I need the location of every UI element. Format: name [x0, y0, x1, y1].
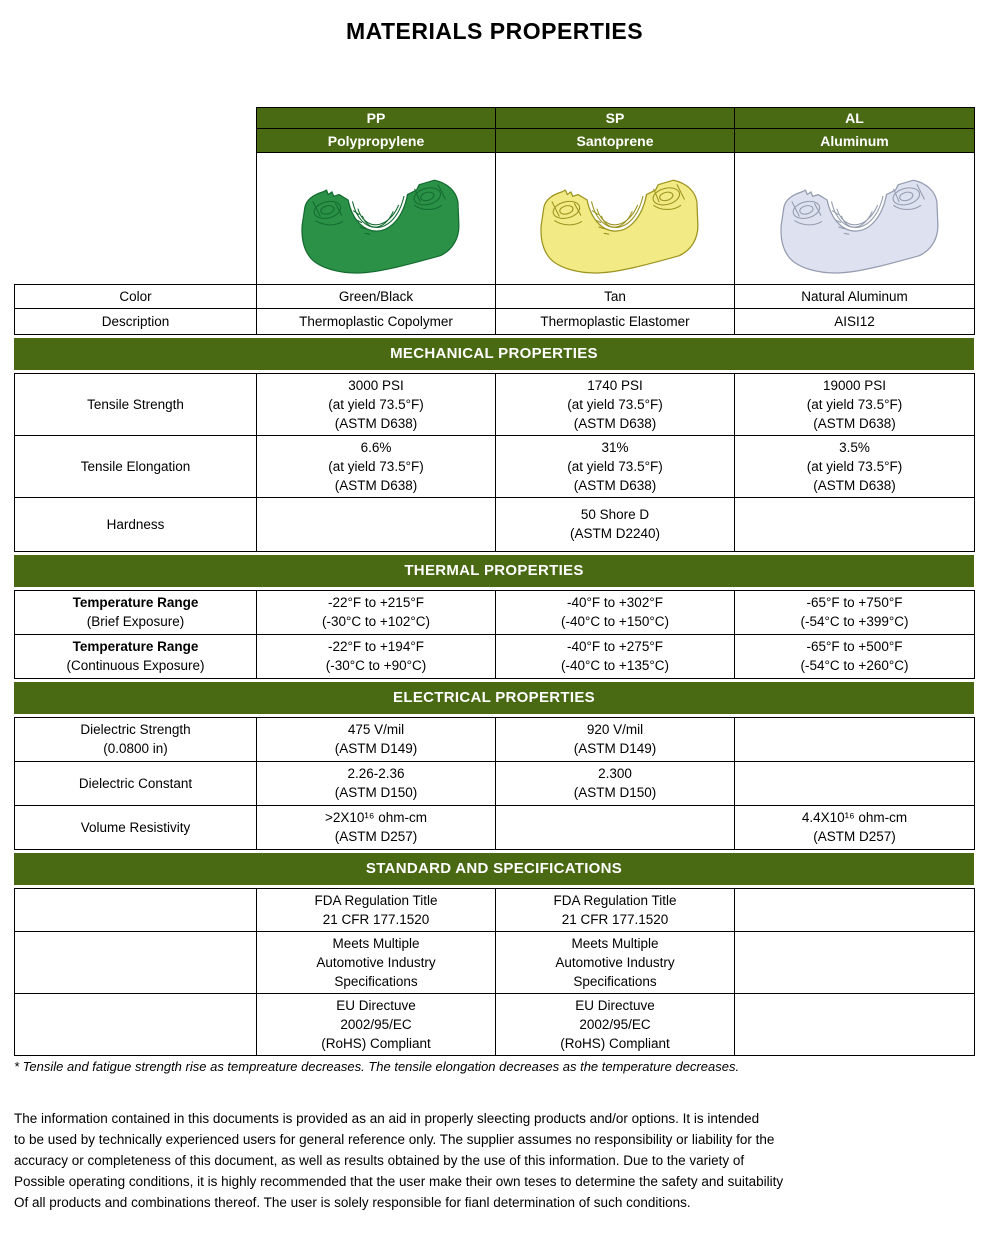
cell-line: 50 Shore D — [580, 507, 650, 522]
materials-table — [14, 107, 974, 1213]
cell-line: 920 V/mil — [586, 722, 644, 737]
value-cell — [735, 590, 975, 634]
thermal-properties-table — [14, 590, 975, 679]
cell-line: 3000 PSI — [348, 377, 404, 393]
table-row — [15, 373, 975, 435]
value-cell — [735, 284, 975, 308]
cell-line: (at yield 73.5°F) — [328, 458, 424, 474]
section-heading-mechanical: MECHANICAL PROPERTIES — [14, 338, 974, 370]
section-heading-thermal: THERMAL PROPERTIES — [14, 555, 974, 587]
row-label: Tensile Elongation — [80, 458, 191, 474]
value-cell — [735, 888, 975, 931]
table-row — [15, 590, 975, 634]
value-cell — [496, 435, 735, 497]
standards-table — [14, 888, 975, 1056]
cell-line: 2002/95/EC — [579, 1016, 651, 1032]
table-row — [15, 761, 975, 805]
product-image-row — [257, 153, 975, 284]
page-title: MATERIALS PROPERTIES — [345, 18, 644, 44]
cell-line: (ASTM D638) — [573, 477, 657, 493]
value-cell — [496, 993, 735, 1055]
column-name-pp: Polypropylene — [257, 129, 496, 153]
value-cell — [496, 308, 735, 334]
row-label-cell — [15, 373, 257, 435]
row-label: Tensile Strength — [87, 396, 184, 412]
value-cell — [735, 805, 975, 849]
row-label-cell — [15, 634, 257, 678]
value-cell — [496, 634, 735, 678]
table-row — [15, 993, 975, 1055]
product-code-row — [257, 108, 975, 129]
cell-line: (ASTM D150) — [334, 785, 418, 800]
cell-line: Natural Aluminum — [801, 288, 908, 304]
row-label-cell — [15, 308, 257, 334]
cell-line: -22°F to +194°F — [328, 639, 424, 654]
footnote: * Tensile and fatigue strength rise as tempreature decreases. The tensile elongation decreases as the temperature decreases. — [14, 1058, 740, 1074]
cell-line: Green/Black — [338, 288, 414, 304]
cell-line: 6.6% — [360, 439, 392, 455]
column-code-sp: SP — [496, 108, 735, 129]
cell-line: 21 CFR 177.1520 — [561, 911, 669, 927]
cell-line: (-40°C to +135°C) — [561, 658, 669, 673]
value-cell — [257, 590, 496, 634]
value-cell — [257, 717, 496, 761]
row-sublabel: (Brief Exposure) — [86, 614, 185, 629]
cell-line: (ASTM D2240) — [569, 526, 661, 541]
row-sublabel: (Continuous Exposure) — [66, 658, 205, 673]
cell-line: 2.26-2.36 — [347, 766, 405, 781]
value-cell — [735, 761, 975, 805]
value-cell — [496, 497, 735, 551]
table-row — [15, 284, 975, 308]
cell-line: Tan — [604, 288, 626, 304]
column-name-sp: Santoprene — [496, 129, 735, 153]
cell-line: (ASTM D149) — [334, 741, 418, 756]
mechanical-properties-table — [14, 373, 975, 552]
cell-line: Thermoplastic Copolymer — [299, 313, 453, 329]
value-cell — [257, 634, 496, 678]
table-row — [15, 717, 975, 761]
cell-line: Specifications — [334, 973, 418, 989]
santoprene-clamp-image — [507, 155, 723, 281]
row-label-cell — [15, 888, 257, 931]
cell-line: 4.4X10¹⁶ ohm-cm — [801, 810, 908, 825]
table-row — [15, 888, 975, 931]
disclaimer-line: Possible operating conditions, it is highly recommended that the user make their own teses to determine the safety and suitability — [14, 1173, 784, 1189]
value-cell — [496, 717, 735, 761]
table-row — [15, 634, 975, 678]
cell-line: 2.300 — [598, 766, 632, 781]
value-cell — [257, 761, 496, 805]
value-cell — [496, 805, 735, 849]
cell-line: (-54°C to +260°C) — [800, 658, 909, 673]
cell-line: 3.5% — [839, 439, 870, 455]
cell-line: -65°F to +500°F — [806, 639, 903, 654]
cell-line: 1740 PSI — [587, 377, 643, 393]
product-image-cell — [735, 153, 975, 284]
row-label: Dielectric Strength — [80, 722, 191, 737]
table-row — [15, 805, 975, 849]
info-table — [14, 284, 975, 335]
section-heading-standards: STANDARD AND SPECIFICATIONS — [14, 853, 974, 885]
cell-line: (ASTM D257) — [334, 829, 418, 844]
cell-line: Automotive Industry — [555, 954, 675, 970]
row-label: Color — [119, 288, 152, 304]
value-cell — [735, 634, 975, 678]
value-cell — [257, 284, 496, 308]
product-name-row — [257, 129, 975, 153]
value-cell — [257, 993, 496, 1055]
cell-line: (at yield 73.5°F) — [567, 396, 663, 412]
cell-line: EU Directuve — [575, 997, 655, 1013]
table-row — [15, 435, 975, 497]
value-cell — [735, 931, 975, 993]
row-label-cell — [15, 931, 257, 993]
cell-line: (-30°C to +90°C) — [325, 658, 427, 673]
row-label-cell — [15, 761, 257, 805]
value-cell — [257, 805, 496, 849]
row-label-cell — [15, 993, 257, 1055]
cell-line: -40°F to +275°F — [567, 639, 663, 654]
cell-line: Automotive Industry — [316, 954, 436, 970]
polypropylene-clamp-image — [268, 155, 484, 281]
cell-line: (-40°C to +150°C) — [561, 614, 669, 629]
cell-line: AISI12 — [834, 313, 875, 329]
row-label: Temperature Range — [72, 639, 199, 654]
disclaimer — [14, 1108, 974, 1213]
product-image-cell — [257, 153, 496, 284]
value-cell — [496, 373, 735, 435]
cell-line: (ASTM D638) — [813, 415, 896, 431]
value-cell — [735, 373, 975, 435]
value-cell — [257, 308, 496, 334]
cell-line: -65°F to +750°F — [806, 595, 903, 610]
value-cell — [735, 717, 975, 761]
value-cell — [735, 435, 975, 497]
value-cell — [735, 497, 975, 551]
value-cell — [735, 308, 975, 334]
aluminum-clamp-image — [747, 155, 963, 281]
row-label-cell — [15, 435, 257, 497]
row-label: Hardness — [106, 516, 165, 532]
value-cell — [257, 888, 496, 931]
column-name-al: Aluminum — [735, 129, 975, 153]
cell-line: EU Directuve — [336, 997, 416, 1013]
cell-line: 19000 PSI — [822, 377, 887, 393]
row-label: Description — [101, 313, 170, 329]
disclaimer-line: accuracy or completeness of this document, as well as results obtained by the use of this information. Due to the variety of — [14, 1152, 745, 1168]
cell-line: (ASTM D150) — [573, 785, 657, 800]
value-cell — [257, 435, 496, 497]
product-image-cell — [496, 153, 735, 284]
row-label-cell — [15, 805, 257, 849]
cell-line: Meets Multiple — [571, 935, 659, 951]
column-code-al: AL — [735, 108, 975, 129]
table-row — [15, 931, 975, 993]
row-label: Dielectric Constant — [78, 775, 193, 791]
cell-line: (at yield 73.5°F) — [328, 396, 424, 412]
row-label-cell — [15, 717, 257, 761]
value-cell — [496, 931, 735, 993]
cell-line: -22°F to +215°F — [328, 595, 424, 610]
cell-line: (ASTM D149) — [573, 741, 657, 756]
value-cell — [735, 993, 975, 1055]
cell-line: Meets Multiple — [332, 935, 420, 951]
cell-line: 31% — [601, 439, 629, 455]
cell-line: (ASTM D638) — [813, 477, 896, 493]
row-label-cell — [15, 590, 257, 634]
row-sublabel: (0.0800 in) — [103, 741, 168, 756]
cell-line: Specifications — [573, 973, 657, 989]
value-cell — [257, 373, 496, 435]
cell-line: (RoHS) Compliant — [321, 1035, 431, 1051]
cell-line: Thermoplastic Elastomer — [540, 313, 690, 329]
row-label: Volume Resistivity — [80, 819, 191, 835]
disclaimer-line: to be used by technically experienced users for general reference only. The supplier assumes no responsibility or liability for the — [14, 1131, 775, 1147]
cell-line: FDA Regulation Title — [314, 892, 438, 908]
cell-line: 21 CFR 177.1520 — [322, 911, 430, 927]
cell-line: (ASTM D638) — [334, 415, 418, 431]
value-cell — [496, 284, 735, 308]
cell-line: (ASTM D638) — [573, 415, 657, 431]
cell-line: (-30°C to +102°C) — [322, 614, 430, 629]
cell-line: -40°F to +302°F — [567, 595, 663, 610]
row-label-cell — [15, 497, 257, 551]
cell-line: 475 V/mil — [347, 722, 405, 737]
cell-line: (RoHS) Compliant — [560, 1035, 670, 1051]
table-row — [15, 497, 975, 551]
cell-line: >2X10¹⁶ ohm-cm — [325, 810, 427, 825]
cell-line: (ASTM D257) — [813, 829, 896, 844]
value-cell — [257, 931, 496, 993]
disclaimer-line: The information contained in this documents is provided as an aid in properly sleecting products and/or options. It is intended — [14, 1110, 760, 1126]
value-cell — [257, 497, 496, 551]
row-label-cell — [15, 284, 257, 308]
cell-line: (at yield 73.5°F) — [567, 458, 663, 474]
cell-line: 2002/95/EC — [340, 1016, 412, 1032]
cell-line: (-54°C to +399°C) — [800, 614, 909, 629]
table-row — [15, 308, 975, 334]
electrical-properties-table — [14, 717, 975, 850]
disclaimer-line: Of all products and combinations thereof. The user is solely responsible for fianl determination of such conditions. — [14, 1194, 691, 1210]
column-code-pp: PP — [257, 108, 496, 129]
cell-line: (at yield 73.5°F) — [806, 458, 903, 474]
value-cell — [496, 888, 735, 931]
value-cell — [496, 761, 735, 805]
row-label: Temperature Range — [72, 595, 199, 610]
cell-line: (ASTM D638) — [334, 477, 418, 493]
product-header-table — [256, 107, 975, 284]
section-heading-electrical: ELECTRICAL PROPERTIES — [14, 682, 974, 714]
value-cell — [496, 590, 735, 634]
cell-line: FDA Regulation Title — [553, 892, 677, 908]
cell-line: (at yield 73.5°F) — [806, 396, 903, 412]
